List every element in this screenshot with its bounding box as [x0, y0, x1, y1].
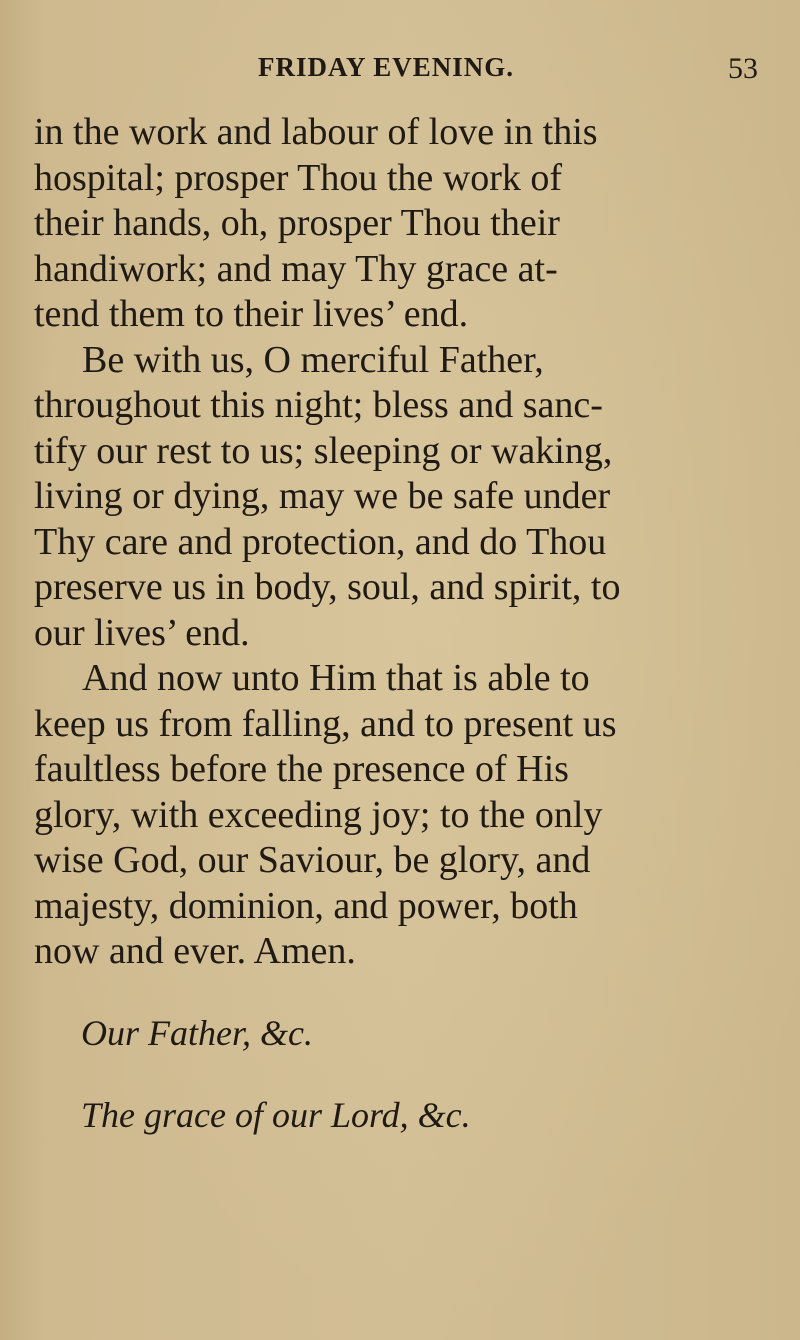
text-line: keep us from falling, and to present us — [34, 702, 617, 745]
text-line: their hands, oh, prosper Thou their — [34, 202, 560, 244]
text-line: now and ever. Amen. — [34, 930, 356, 972]
text-line: Thy care and protection, and do Thou — [34, 520, 607, 563]
text-line: handiwork; and may Thy grace at- — [34, 247, 558, 290]
text-line: preserve us in body, soul, and spirit, to — [34, 566, 621, 608]
text-line: faultless before the presence of His — [34, 748, 569, 790]
text-line: throughout this night; bless and sanc- — [34, 384, 603, 426]
closing-rubrics — [81, 1015, 471, 1133]
text-line: wise God, our Saviour, be glory, and — [34, 839, 591, 881]
lords-prayer-rubric: Our Father, &c. — [81, 1013, 313, 1053]
prayer-text — [34, 110, 774, 975]
text-line: glory, with exceeding joy; to the only — [34, 793, 603, 836]
text-line: in the work and labour of love in this — [34, 111, 598, 153]
text-line: majesty, dominion, and power, both — [34, 884, 578, 927]
page-number: 53 — [728, 52, 758, 85]
text-line: tify our rest to us; sleeping or waking, — [34, 429, 613, 472]
grace-rubric: The grace of our Lord, &c. — [81, 1095, 471, 1135]
paragraph-start-line: And now unto Him that is able to — [82, 657, 590, 699]
text-line: our lives’ end. — [34, 611, 250, 654]
text-line: living or dying, may we be safe under — [34, 475, 611, 517]
paragraph-start-line: Be with us, O merciful Father, — [82, 338, 544, 381]
running-title: FRIDAY EVENING. — [258, 52, 515, 82]
text-line: tend them to their lives’ end. — [34, 293, 469, 335]
text-line: hospital; prosper Thou the work of — [34, 156, 563, 199]
running-header — [0, 52, 800, 92]
